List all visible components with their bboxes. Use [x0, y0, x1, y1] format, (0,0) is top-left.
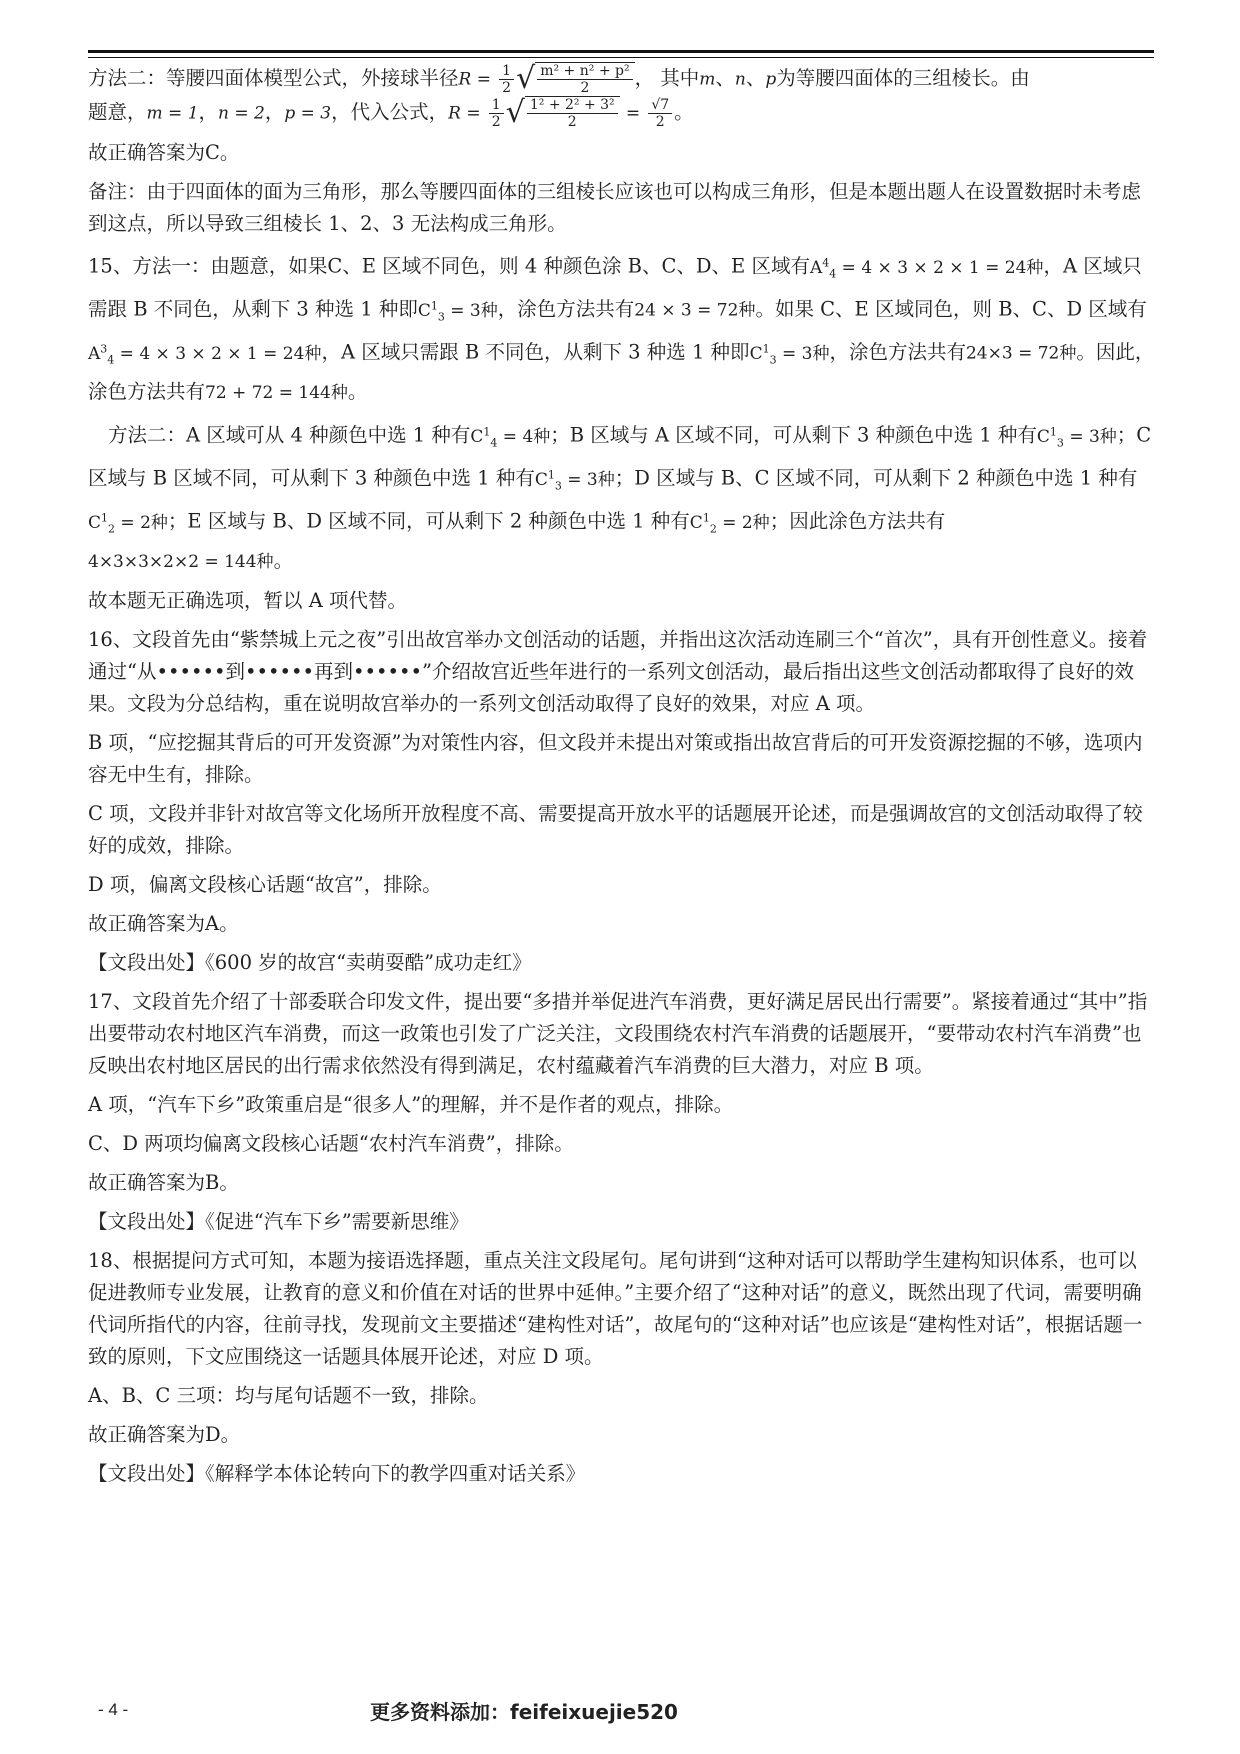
q17-option-a: A 项，“汽车下乡”政策重启是“很多人”的理解，并不是作者的观点，排除。: [88, 1093, 734, 1117]
text-segment: ， 其中: [634, 66, 700, 90]
text-segment: ，A 区域只需跟 B 不同色，从剩下 3 种选 1 种即: [321, 340, 750, 364]
text-segment: 。: [674, 100, 694, 124]
eq-p: p = 3: [284, 103, 332, 124]
comb-sub: 3: [554, 479, 562, 493]
text-segment: ，涂色方法共有: [497, 297, 635, 321]
comb-value: = 2种: [115, 512, 168, 533]
text-segment: ，代入公式，: [331, 100, 449, 124]
comb-sup: 1: [430, 299, 438, 313]
comb-expression: [1036, 425, 1117, 450]
comb-sup: 1: [702, 511, 710, 525]
comb-sub: 4: [829, 267, 837, 281]
sqrt-body: [535, 62, 634, 96]
fraction-den: 2: [502, 79, 512, 96]
q16-source: 【文段出处】《600 岁的故宫“卖萌耍酷”成功走红》: [88, 951, 532, 975]
comb-expression: [417, 299, 498, 324]
formula-r-substituted: [448, 96, 674, 130]
sqrt-body: [525, 96, 620, 130]
q17-option-cd: C、D 两项均偏离文段核心话题“农村汽车消费”，排除。: [88, 1132, 574, 1156]
comb-sup: 1: [101, 511, 109, 525]
q17-main-paragraph: 17、文段首先介绍了十部委联合印发文件，提出要“多措并举促进汽车消费，更好满足居民出行需要”。紧接着通过“其中”指出要带动农村地区汽车消费，而这一政策也引发了广泛关注，文段围绕农村汽车消费的话题展开，“要带动农村汽车消费”也反映出农村地区居民的出行需求依然没有得到满足，农村蕴藏着汽车消费的巨大潜力，对应 B 项。: [88, 990, 1148, 1078]
text-segment: 。: [347, 380, 368, 404]
comb-sup: 1: [762, 342, 770, 356]
fraction-num: 1: [499, 63, 514, 80]
q16-main-paragraph: 16、文段首先由“紫禁城上元之夜”引出故宫举办文创活动的话题，并指出这次活动连刷三个“首次”，具有开创性意义。接着通过“从••••••到••••••再到••••••”介绍故宫近些年进行的一系列文创活动，最后指出这些文创活动都取得了良好的效果。文段为分总结构，重在说明故宫举办的一系列文创活动取得了良好的效果，对应 A 项。: [88, 628, 1148, 716]
fraction-den: 2: [655, 113, 665, 130]
text-segment: ，涂色方法共有: [829, 340, 966, 364]
fraction: [527, 97, 618, 130]
formula-lhs: R =: [458, 69, 491, 90]
fraction: [537, 63, 632, 96]
fraction-den: 2: [491, 113, 501, 130]
page-number: - 4 -: [98, 1700, 129, 1719]
text-segment: 、: [745, 66, 766, 90]
q16-answer: 故正确答案为A。: [88, 912, 239, 936]
text-segment: ；B 区域与 A 区域不同，可从剩下 3 种颜色中选 1 种有: [550, 423, 1037, 447]
eq-n: n = 2: [218, 103, 265, 124]
comb-symbol: C: [417, 300, 431, 321]
comb-sup: 4: [822, 256, 830, 269]
q18-main-paragraph: 18、根据提问方式可知，本题为接语选择题，重点关注文段尾句。尾句讲到“这种对话可以帮助学生建构知识体系，也可以促进教师专业发展，让教育的意义和价值在对话的世界中延伸。”主要介绍了“这种对话”的意义，既然出现了代词，需要明确代词所指代的内容，往前寻找，发现前文主要描述“建构性对话”，故尾句的“这种对话”也应该是“建构性对话”，根据话题一致的原则，下文应围绕这一话题具体展开论述，对应 D 项。: [88, 1249, 1143, 1369]
var-n: n: [734, 69, 746, 90]
fraction-den: 2: [580, 80, 590, 96]
product-expression: 24 × 3 = 72种: [634, 300, 756, 321]
text-segment: ；D 区域与 B、C 区域不同，可从剩下 2 种颜色中选 1 种有: [614, 466, 1138, 490]
comb-value: = 3种: [444, 300, 498, 321]
method2-paragraph: [88, 62, 1156, 130]
text-segment: 方法二：A 区域可从 4 种颜色中选 1 种有: [108, 423, 471, 447]
footer-ad-text: 更多资料添加：feifeixuejie520: [370, 1700, 678, 1724]
q17-answer: 故正确答案为B。: [88, 1171, 239, 1195]
eq-m: m = 1: [146, 103, 199, 124]
product-expression: 4×3×3×2×2 = 144种: [88, 552, 274, 573]
sqrt-icon: √: [505, 95, 525, 130]
comb-sub: 3: [1056, 436, 1064, 450]
text-segment: ，: [264, 100, 285, 124]
q16-option-c: C 项，文段并非针对故宫等文化场所开放程度不高、需要提高开放水平的话题展开论述，而是强调故宫的文创活动取得了较好的成效，排除。: [88, 802, 1143, 858]
fraction-num: 1: [489, 97, 504, 114]
fraction-num: √7: [648, 97, 672, 114]
comb-value: = 2种: [716, 512, 770, 533]
comb-sub: 3: [769, 353, 777, 367]
remark-paragraph: 备注：由于四面体的面为三角形，那么等腰四面体的三组棱长应该也可以构成三角形，但是本题出题人在设置数据时未考虑到这点，所以导致三组棱长 1、2、3 无法构成三角形。: [88, 180, 1142, 235]
text-segment: 方法二：等腰四面体模型公式，外接球半径: [88, 66, 459, 90]
fraction: [489, 97, 504, 130]
comb-value: = 3种: [561, 469, 615, 490]
comb-sub: 2: [709, 522, 717, 536]
perm-expression: [810, 256, 1044, 281]
fraction-den: 2: [567, 114, 577, 130]
text-segment: ，: [198, 100, 219, 124]
text-segment: 题意，: [88, 100, 147, 124]
var-m: m: [699, 69, 716, 90]
equals-sign: =: [625, 103, 641, 124]
fraction-num: 1² + 2² + 3²: [527, 97, 618, 114]
q15-conclusion: 故本题无正确选项，暂以 A 项代替。: [88, 589, 407, 613]
text-segment: 、: [715, 66, 735, 90]
text-segment: ；C 区域与 B 区域不同，可从剩下 3 种颜色中选 1 种有: [88, 423, 1152, 490]
sqrt-icon: √: [516, 61, 536, 96]
comb-symbol: C: [534, 469, 548, 490]
comb-symbol: A: [88, 343, 101, 364]
perm-expression: [88, 342, 322, 367]
sum-expression: 72 + 72 = 144种: [205, 383, 348, 404]
comb-expression: [534, 468, 615, 493]
formula-r-general: [459, 62, 635, 96]
document-body: [88, 62, 1156, 1497]
comb-sub: 3: [437, 310, 445, 324]
q17-source: 【文段出处】《促进“汽车下乡”需要新思维》: [88, 1210, 469, 1234]
text-segment: ；E 区域与 B、D 区域不同，可从剩下 2 种颜色中选 1 种有: [167, 509, 690, 533]
product-expression: 24×3 = 72种: [965, 343, 1077, 364]
text-segment: 。因此，涂色方法共有: [88, 340, 1155, 404]
q18-source: 【文段出处】《解释学本体论转向下的教学四重对话关系》: [88, 1462, 586, 1486]
fraction: [648, 97, 672, 130]
comb-symbol: C: [689, 512, 703, 533]
comb-sub: 4: [107, 353, 115, 367]
comb-value: = 4 × 3 × 2 × 1 = 24种: [836, 257, 1044, 278]
comb-sup: 1: [1049, 425, 1057, 439]
comb-symbol: C: [749, 343, 763, 364]
comb-sub: 4: [490, 436, 498, 450]
text-segment: 。如果 C、E 区域同色，则 B、C、D 区域有: [755, 297, 1147, 321]
text-segment: ；因此涂色方法共有: [769, 509, 946, 533]
comb-expression: [470, 425, 551, 450]
q18-option-abc: A、B、C 三项：均与尾句话题不一致，排除。: [88, 1384, 489, 1408]
comb-value: = 3种: [1063, 426, 1117, 447]
formula-lhs: R =: [448, 103, 481, 124]
comb-sub: 2: [108, 522, 116, 536]
text-segment: 15、方法一：由题意，如果C、E 区域不同色，则 4 种颜色涂 B、C、D、E 区域有: [88, 254, 810, 278]
q15-method1-paragraph: [88, 247, 1156, 409]
fraction: [499, 63, 514, 96]
text-segment: ，A 区域只需跟 B 不同色，从剩下 3 种选 1 种即: [88, 254, 1142, 321]
q15-method2-paragraph: [88, 416, 1156, 578]
comb-expression: [749, 342, 830, 367]
comb-symbol: C: [1036, 426, 1050, 447]
comb-expression: [689, 511, 770, 536]
comb-expression: [88, 511, 168, 536]
comb-symbol: C: [470, 426, 484, 447]
comb-value: = 4种: [497, 426, 551, 447]
header-rule-thick: [88, 50, 1154, 53]
comb-value: = 3种: [776, 343, 830, 364]
answer-c-paragraph: 故正确答案为C。: [88, 141, 240, 164]
var-p: p: [765, 69, 777, 90]
text-segment: 。: [273, 549, 294, 573]
q16-option-b: B 项，“应挖掘其背后的可开发资源”为对策性内容，但文段并未提出对策或指出故宫背后的可开发资源挖掘的不够，选项内容无中生有，排除。: [88, 731, 1143, 787]
q16-option-d: D 项，偏离文段核心话题“故宫”，排除。: [88, 873, 442, 897]
comb-symbol: A: [810, 257, 823, 278]
comb-sup: 3: [100, 342, 108, 356]
fraction-num: m² + n² + p²: [537, 63, 632, 80]
comb-symbol: C: [88, 512, 102, 533]
comb-sup: 1: [483, 425, 491, 439]
comb-value: = 4 × 3 × 2 × 1 = 24种: [114, 343, 322, 364]
text-segment: 为等腰四面体的三组棱长。由: [776, 66, 1030, 90]
q18-answer: 故正确答案为D。: [88, 1423, 241, 1447]
header-rule-thin: [88, 57, 1154, 58]
comb-sup: 1: [547, 468, 555, 482]
